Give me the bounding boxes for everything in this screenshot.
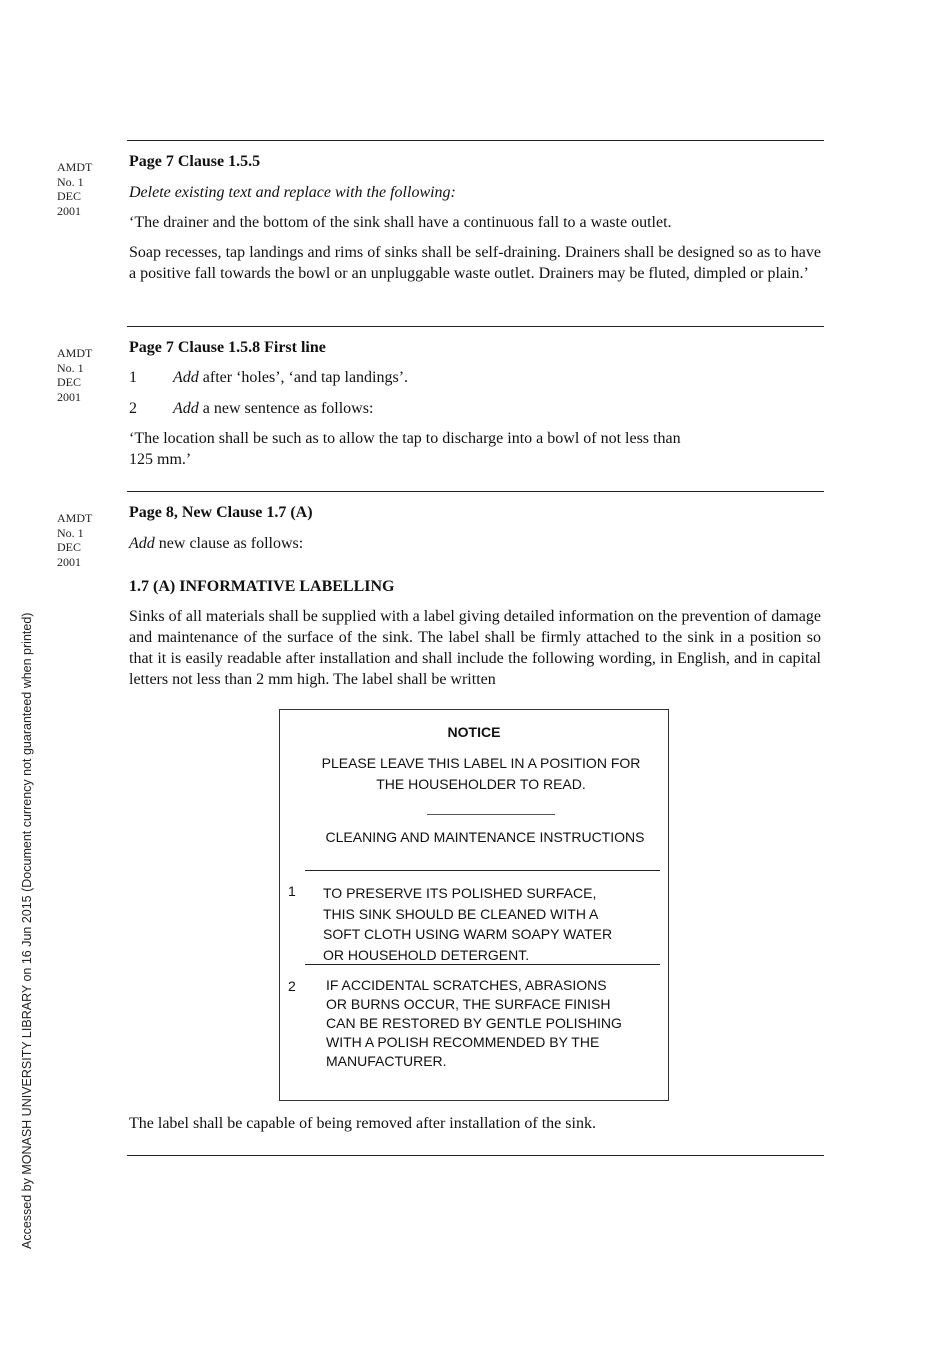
notice-short-rule (427, 814, 555, 815)
section-divider (127, 140, 824, 141)
notice-title: NOTICE (447, 724, 501, 740)
paragraph: The label shall be capable of being removed after installation of the sink. (129, 1115, 596, 1132)
quoted-text: ‘The location shall be such as to allow the tap to discharge into a bowl of not less than 125 mm.’ (129, 430, 681, 468)
notice-divider (305, 964, 660, 965)
paragraph: Sinks of all materials shall be supplied with a label giving detailed information on the prevention of damage and maintenance of the surface of the sink. The label shall be firmly attached to the sink in a position so that it is easily readable after installation and shall include the following wording, in English, and in capital letters not less than 2 mm high. The label shall be written (129, 608, 821, 688)
amendment-note: AMDT No. 1 DEC 2001 (57, 346, 93, 404)
clause-heading: 1.7 (A) INFORMATIVE LABELLING (129, 578, 395, 595)
section-divider (127, 326, 824, 327)
access-watermark: Accessed by MONASH UNIVERSITY LIBRARY on 16 Jun 2015 (Document currency not guaranteed when printed) (20, 612, 34, 1249)
amendment-note: AMDT No. 1 DEC 2001 (57, 160, 93, 218)
notice-label-box: NOTICE PLEASE LEAVE THIS LABEL IN A POSITION FOR THE HOUSEHOLDER TO READ. CLEANING AND MAINTENANCE INSTRUCTIONS 1 TO PRESERVE ITS POLISHED SURFACE, THIS SINK SHOULD BE CLEANED WITH A SOFT CLOTH USING WARM SOAPY WATER OR HOUSEHOLD DETERGENT. 2 IF ACCIDENTAL SCRATCHES, ABRASIONS OR BURNS OCCUR, THE SURFACE FINISH CAN BE RESTORED BY GENTLE POLISHING WITH A POLISH RECOMMENDED BY THE MANUFACTURER. (279, 709, 669, 1101)
instruction-text: Delete existing text and replace with the following: (129, 184, 456, 201)
section-heading: Page 8, New Clause 1.7 (A) (129, 504, 313, 521)
notice-divider (305, 870, 660, 871)
section-heading: Page 7 Clause 1.5.5 (129, 153, 261, 170)
paragraph: Soap recesses, tap landings and rims of sinks shall be self-draining. Drainers shall be designed so as to have a positive fall towards the bowl or an unpluggable waste outlet. Drainers may be fluted, dimpled or plain.’ (129, 244, 821, 282)
section-divider (127, 491, 824, 492)
amendment-note: AMDT No. 1 DEC 2001 (57, 511, 93, 569)
notice-leave-text: PLEASE LEAVE THIS LABEL IN A POSITION FOR THE HOUSEHOLDER TO READ. (321, 755, 641, 792)
notice-cleaning-heading: CLEANING AND MAINTENANCE INSTRUCTIONS (325, 829, 645, 845)
list-item: 1 Add after ‘holes’, ‘and tap landings’. (129, 369, 409, 386)
section-divider (127, 1155, 824, 1156)
paragraph: ‘The drainer and the bottom of the sink shall have a continuous fall to a waste outlet. (129, 214, 672, 231)
section-heading: Page 7 Clause 1.5.8 First line (129, 339, 326, 356)
list-item: 2 Add a new sentence as follows: (129, 400, 374, 417)
instruction-text: Add new clause as follows: (129, 535, 304, 552)
